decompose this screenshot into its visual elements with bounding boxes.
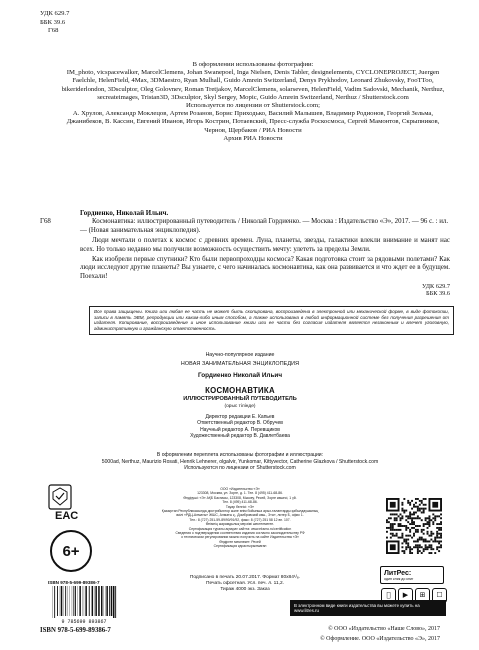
rights-notice: Все права защищены. Книга или любая ее часть не может быть скопирована, воспроизведена в электронной или механической форме, в виде фотокопии, записи в память ЭВМ, репродукции или каким-либо иным способом, а также использована в любой информационной системе без получения разрешения от издателя. Копирование, воспроизведение и иное использование книги или ее части без согласия издателя является незаконным и влечет уголовную, административную и гражданскую ответственность. xyxy=(89,306,454,335)
publisher-line: Тел. 8 (495) 411-68-86. xyxy=(222,500,258,505)
photo-credits xyxy=(58,61,448,143)
certification-icon xyxy=(48,484,72,510)
bib-abstract-2: Как изобрели первые спутники? Кто были первопроходцы космоса? Какая подготовка стоит за рядовыми полетами? Как люди исследуют другие планеты? Вы узнаете, с чего начиналась космонавтика, как она развивается и что ждет ее в будущем. Поехали! xyxy=(80,256,450,280)
design-credits-intro: В оформлении переплета использованы фотографии и иллюстрации: xyxy=(156,452,324,458)
bib-description: Космонавтика: иллюстрированный путеводитель / Николай Гордиенко. — Москва : Издательство «Э», 2017. — 96 с. : ил. — (Новая занимательная энциклопедия). xyxy=(80,218,449,234)
design-credits-names: 5000ad, Nerthuz, Maurizio Rosati, Henrik Lehnerer, olgaIvir, Yunkomar, Kittyvector, Catherine Glazkova / Shutterstock.com xyxy=(101,458,379,465)
editorial-staff xyxy=(110,414,370,440)
publisher-line: өкілі «РДЦ-Алматы» ЖШС, Алматы қ., Домбровский көш., 3«а», литер Б, офис 1. xyxy=(176,513,304,518)
litres-note: один клик до книг xyxy=(384,576,414,581)
copyright-line: © ООО «Издательство «Наше Слово», 2017 xyxy=(328,626,440,632)
staff-art-editor: Художественный редактор В. Давлетбаева xyxy=(190,433,290,440)
copyright-line: © Оформление. ООО «Издательство «Э», 2017 xyxy=(320,636,440,642)
staff-director: Директор редакции Е. Капьев xyxy=(205,414,275,420)
publisher-line: Тауар белгісі: «Э» xyxy=(225,504,255,509)
publisher-line: Сертификация қарастырылмаған xyxy=(213,544,267,549)
bib-author: Гордиенко, Николай Ильич. xyxy=(80,210,169,217)
isbn-small: ISBN 978-5-699-89386-7 xyxy=(48,580,100,585)
phone-icon: ☐ xyxy=(432,588,447,603)
publisher-line: о техническом регулировании можно получить на сайте Издательства «Э» xyxy=(181,535,299,540)
series-title: НОВАЯ ЗАНИМАТЕЛЬНАЯ ЭНЦИКЛОПЕДИЯ xyxy=(180,361,300,367)
publisher-line: Өнімнің жарамдылық мерзімі шектелмеген. xyxy=(205,522,275,527)
publisher-info xyxy=(120,487,360,549)
barcode-icon xyxy=(48,586,120,624)
print-run: Тираж 4000 экз. Заказ xyxy=(220,587,270,593)
publisher-line: Өндіруші: «Э» АҚБ Баспасы, 123308, Мәскеу, Ресей, Зорге көшесі, 1 үй. xyxy=(183,495,297,500)
publisher-line: ООО «Издательство «Э» xyxy=(220,487,260,491)
copyright-block xyxy=(280,624,440,644)
bib-udk: УДК 629.7 xyxy=(421,283,450,291)
publisher-line: Өндірген мемлекет: Ресей xyxy=(219,539,261,544)
staff-responsible-editor: Ответственный редактор В. Обручев xyxy=(197,420,283,427)
litres-label: ЛитРес: xyxy=(384,569,412,577)
popular-science-label: Научно-популярное издание xyxy=(205,352,275,358)
credits-photographers: IM_photo, vicspacewalker, MarcelClemens, Johan Swanepoel, Inga Nielsen, Denis Tabler, designelements, CYCLONEPROJECT, Juergen Faelchle, HelenField, 4Max, 3DMaestro, Ryan Mulhall, Guido Amrein Switzerland, Denys Prykhodov, Leonard Zhukovsky, FooTToo, bikeriderlondon, 3Dsculptor, Oleg Golovnev, Roman Tretjakov, MarcelClemens, solarseven, HelenField, Vadim Sadovski, Mechanik, Nerthuz, secreateimages, Tristan3D, 3Dsculptor, Skyl Sergey, Mopic, Guido Amrein Switzerland, Nerthuz / Shutterstock.com xyxy=(61,69,445,101)
imprint-author: Гордиенко Николай Ильич xyxy=(197,372,283,379)
bib-stamp xyxy=(40,283,450,297)
age-rating: 6+ xyxy=(62,542,80,560)
bibliographic-record xyxy=(40,210,450,298)
age-rating-circle-icon xyxy=(50,530,92,572)
bib-code: Г68 xyxy=(40,218,51,225)
bbk-code: ББК 39.6 xyxy=(40,18,66,26)
publisher-line: Қазақстан Республикасында дистрибьютор және өнім бойынша арыз-талаптарды қабылдаушының xyxy=(161,509,319,514)
language-note: (орыс тілінде) xyxy=(224,404,256,409)
credits-license: Используется по лицензии от Shutterstock.com; xyxy=(186,102,320,110)
bib-bbk: ББК 39.6 xyxy=(425,290,450,298)
author-code: Г68 xyxy=(48,27,59,35)
staff-science-editor: Научный редактор А. Перевщиков xyxy=(200,426,280,433)
google-play-icon: ▶ xyxy=(398,588,413,603)
barcode-digits: 9 785699 893867 xyxy=(61,619,107,624)
ebook-shop-banner: В электронном виде книги издательства вы можете купить на www.litres.ru xyxy=(290,600,446,616)
book-subtitle: ИЛЛЮСТРИРОВАННЫЙ ПУТЕВОДИТЕЛЬ xyxy=(183,396,297,402)
credits-archive: Архив РИА Новости xyxy=(223,134,283,142)
isbn-large: ISBN 978-5-699-89386-7 xyxy=(40,627,111,634)
publisher-line: Сертификация туралы ақпарат сайтта: www.eksmo.ru/certification xyxy=(188,526,292,531)
print-info xyxy=(150,575,340,594)
publisher-line: Сведения о подтверждении соответствия издания согласно законодательству РФ xyxy=(175,531,305,536)
credits-russian-list: А. Хрулов, Александр Моклецов, Артем Розанов, Борис Приходько, Василий Малышев, Владимир Родионов, Георгий Зельма, Джанибеков, В. Кассин, Евгений Иванов, Игорь Кострин, Потаевский, Пресс-служба Роскосмоса, Сергей Мамонтов, Скрыпников, Чернов, Щербаков / РИА Новости xyxy=(66,110,440,134)
bib-abstract-1: Люди мечтали о полетах к космос с древних времен. Луна, планеты, звезды, галактики влекли внимание и манят нас всех. Но только недавно мы получили возможность осуществить мечту: улететь за пределы Земли. xyxy=(80,237,450,253)
litres-badge xyxy=(380,566,444,584)
publisher-line: Тел.: 8 (727) 251-59-89/90/91/92, факс: 8 (727) 251 58 12 вн. 107. xyxy=(189,517,291,522)
eac-mark: EAC xyxy=(55,510,79,522)
classification-block xyxy=(40,10,69,36)
print-sheets: Печать офсетная. Усл. печ. л. 11,2. xyxy=(206,581,284,587)
book-title: КОСМОНАВТИКА xyxy=(205,386,275,395)
credits-intro: В оформлении использованы фотографии: xyxy=(192,61,314,68)
design-credits-license: Используются по лицензии от Shutterstock.com xyxy=(184,465,296,472)
cover-design-credits xyxy=(70,452,410,472)
publisher-line: 123308, Москва, ул. Зорге, д. 1. Тел. 8 (495) 411-68-86. xyxy=(197,491,283,496)
print-signed: Подписано в печать 20.07.2017. Формат 80x84¹/₈. xyxy=(189,575,301,580)
qr-code-icon xyxy=(386,498,442,554)
windows-store-icon: ⊞ xyxy=(415,588,430,603)
udk-code: УДК 629.7 xyxy=(40,10,70,17)
